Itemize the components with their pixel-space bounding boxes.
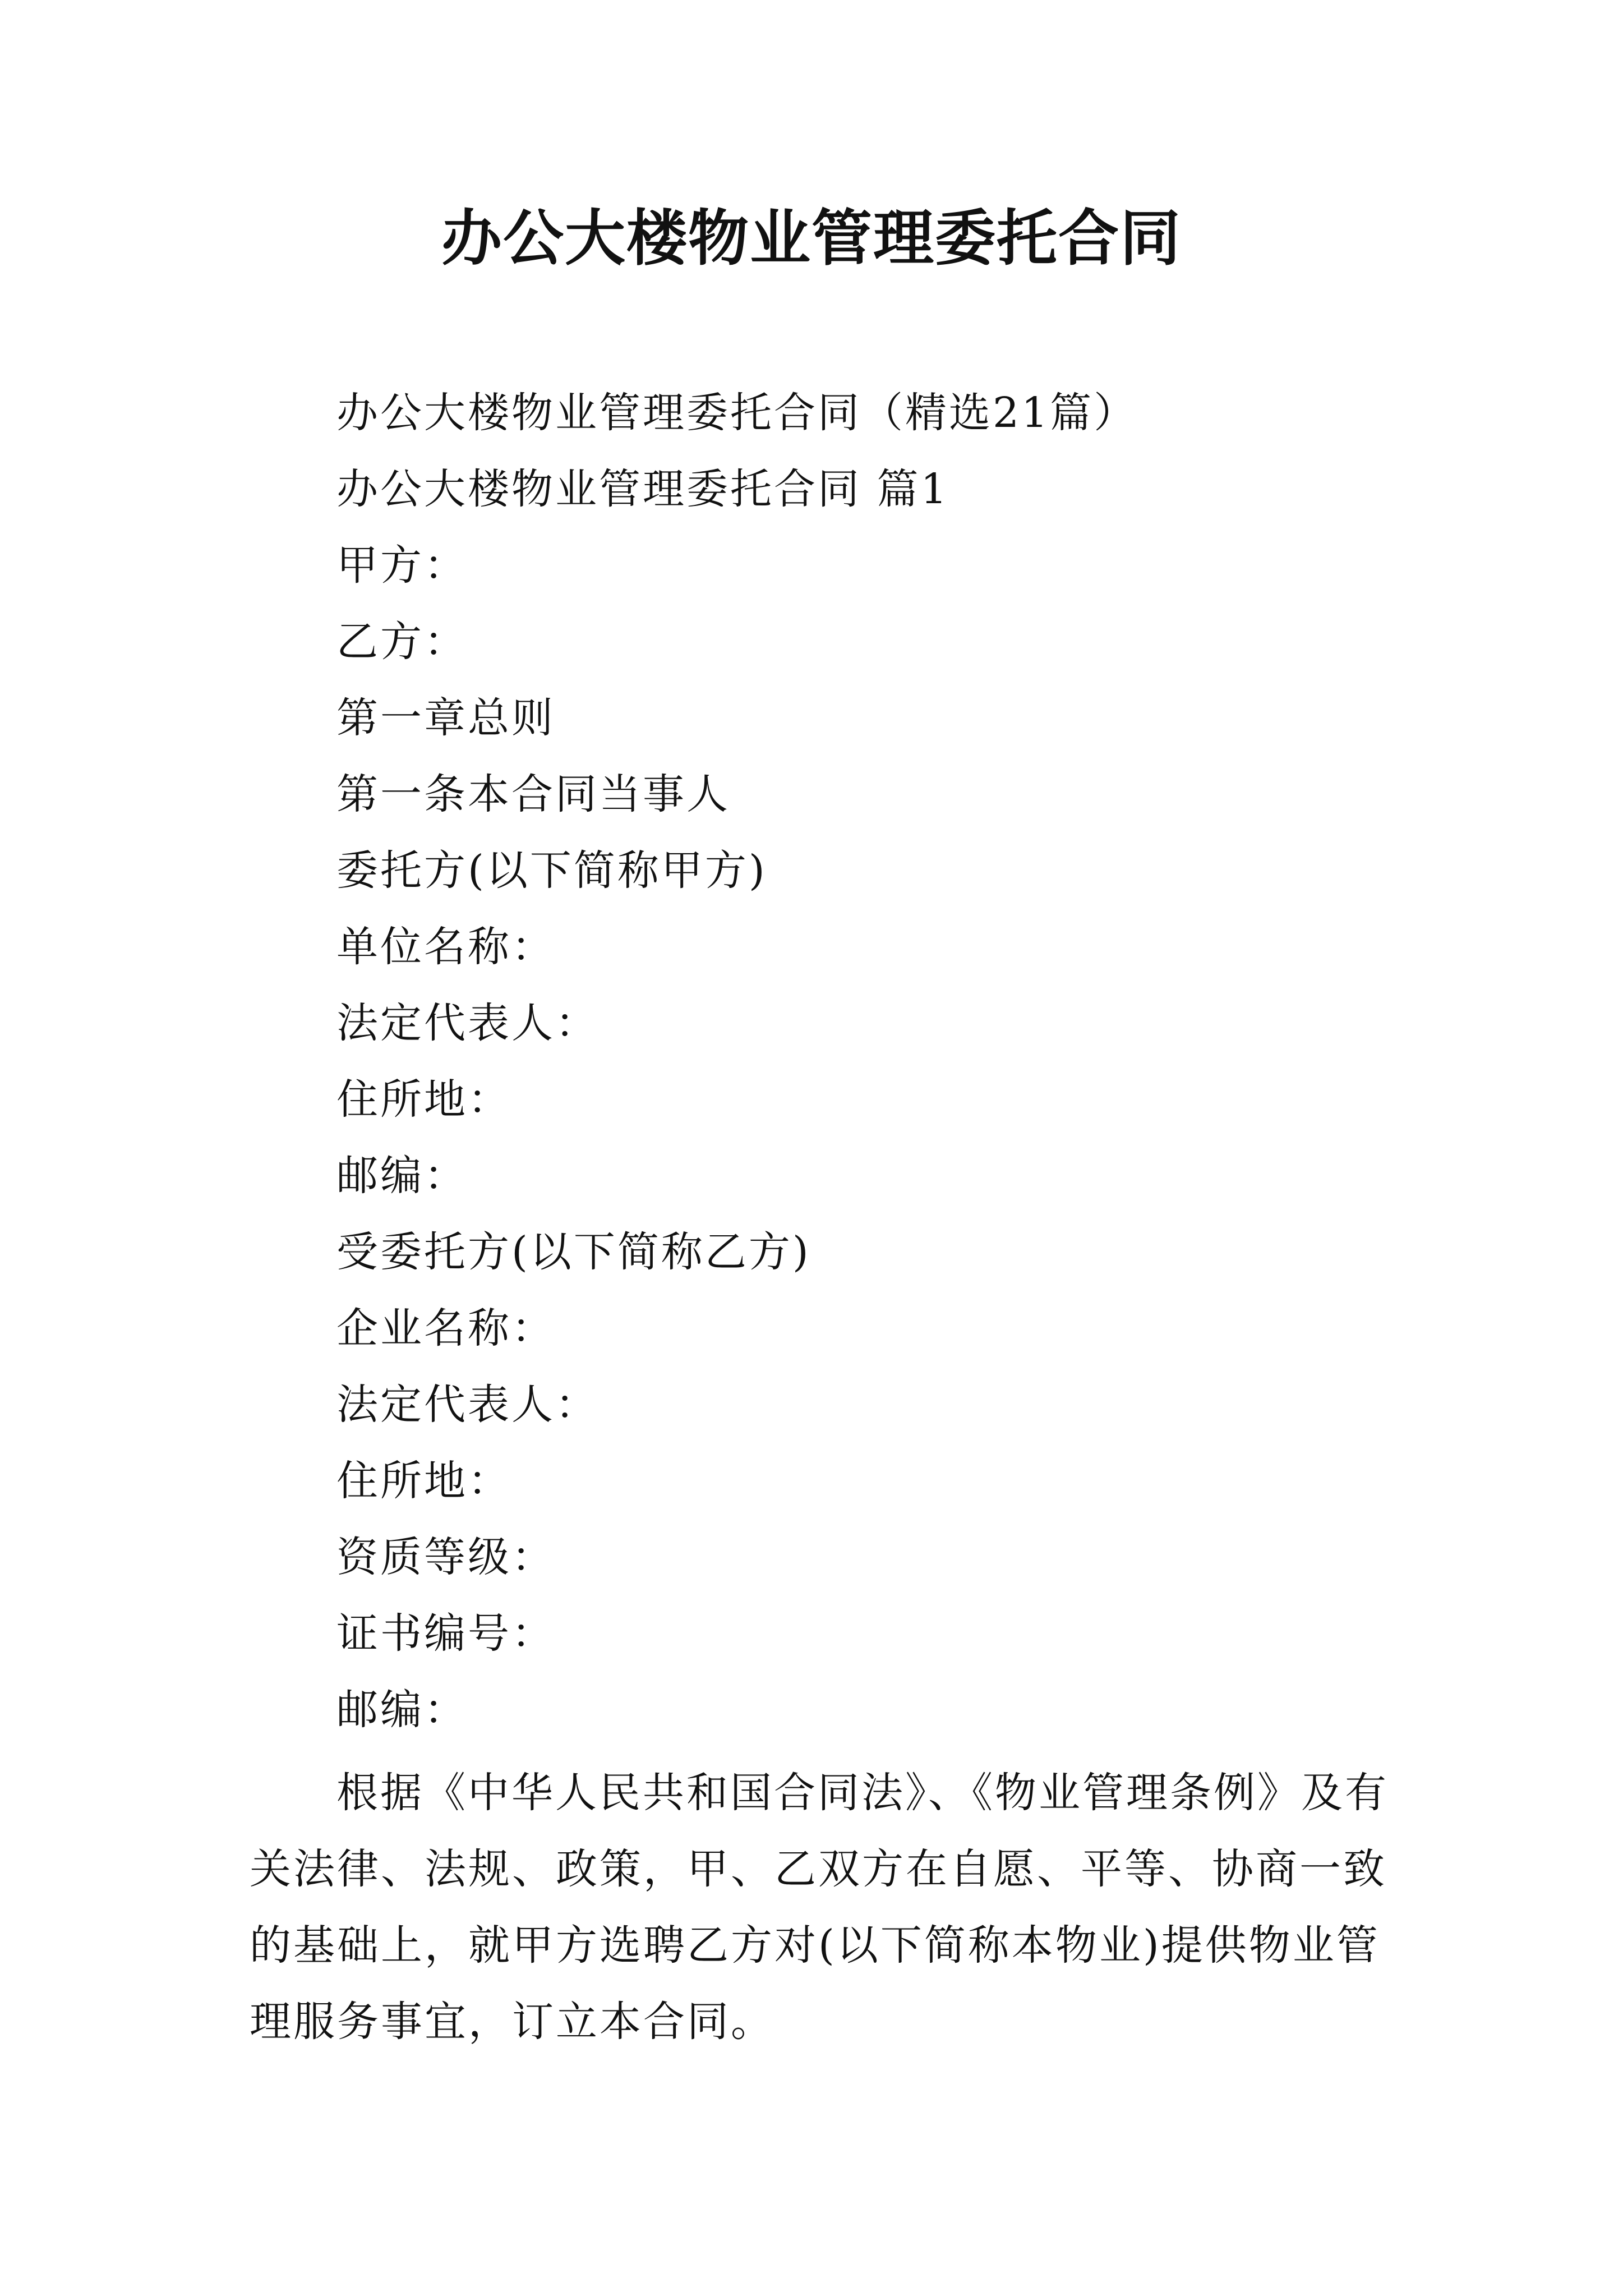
client-postcode-field: 邮编：	[336, 1152, 468, 1200]
client-legal-rep-field: 法定代表人：	[336, 999, 599, 1047]
paragraph-line: 根据《中华人民共和国合同法》、《物业管理条例》及有	[336, 1769, 1389, 1817]
company-name-field: 企业名称：	[336, 1304, 555, 1352]
chapter-heading-line: 第一章总则	[336, 694, 555, 742]
paragraph-line: 的基础上，就甲方选聘乙方对(以下简称本物业)提供物业管	[250, 1921, 1380, 1970]
paragraph-line: 理服务事宜，订立本合同。	[250, 1998, 774, 2046]
document-lines	[336, 375, 1402, 1748]
certificate-number-field: 证书编号：	[336, 1609, 555, 1658]
client-heading-line: 委托方(以下简称甲方)	[336, 846, 767, 895]
article-heading-line: 第一条本合同当事人	[336, 770, 730, 818]
party-b-line: 乙方：	[336, 618, 468, 666]
contractor-legal-rep-field: 法定代表人：	[336, 1381, 599, 1429]
contractor-heading-line: 受委托方(以下简称乙方)	[336, 1228, 811, 1276]
preamble-paragraph	[250, 1755, 1389, 2060]
unit-name-field: 单位名称：	[336, 923, 555, 971]
paragraph-line: 关法律、法规、政策，甲、乙双方在自愿、平等、协商一致	[250, 1845, 1387, 1893]
party-a-line: 甲方：	[336, 541, 468, 590]
contractor-postcode-field: 邮编：	[336, 1686, 468, 1734]
subtitle-line: 办公大楼物业管理委托合同（精选21篇）	[336, 389, 1138, 437]
client-address-field: 住所地：	[336, 1075, 511, 1124]
document-title: 办公大楼物业管理委托合同	[441, 203, 1182, 274]
qualification-level-field: 资质等级：	[336, 1533, 555, 1581]
contractor-address-field: 住所地：	[336, 1457, 511, 1505]
section-heading-line: 办公大楼物业管理委托合同 篇1	[336, 465, 949, 513]
